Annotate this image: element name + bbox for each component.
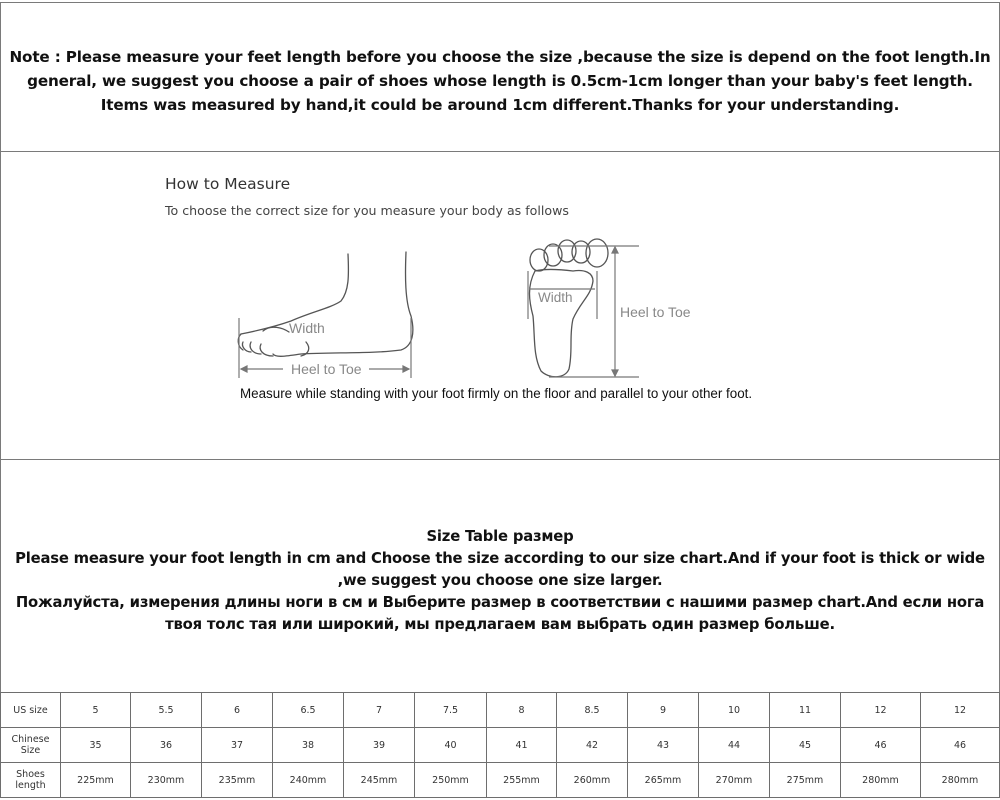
size-instruction-russian: Пожалуйста, измерения длины ноги в см и Выберите размер в соответствии с нашими размер chart.And если нога твоя толс тая или широкий, мы предлагаем вам выбрать один размер больше.: [15, 594, 985, 633]
table-cell: 8.5: [557, 693, 628, 728]
table-cell: 38: [273, 728, 344, 763]
side-heel-to-toe-label: Heel to Toe: [291, 361, 362, 377]
table-cell: 270mm: [699, 763, 770, 798]
table-cell: 36: [131, 728, 202, 763]
table-cell: 7.5: [415, 693, 487, 728]
table-cell: 7: [344, 693, 415, 728]
table-cell: 250mm: [415, 763, 487, 798]
size-table: [0, 692, 1000, 798]
table-cell: 46: [921, 728, 1000, 763]
shoes-length-row: [1, 763, 1000, 798]
table-cell: 39: [344, 728, 415, 763]
chinese-size-row: [1, 728, 1000, 763]
table-cell: 230mm: [131, 763, 202, 798]
side-width-label: Width: [289, 320, 325, 336]
table-cell: 255mm: [487, 763, 557, 798]
table-cell: 275mm: [770, 763, 841, 798]
table-cell: 40: [415, 728, 487, 763]
table-cell: 5: [61, 693, 131, 728]
table-cell: 11: [770, 693, 841, 728]
table-cell: 44: [699, 728, 770, 763]
table-cell: 10: [699, 693, 770, 728]
table-cell: 5.5: [131, 693, 202, 728]
note-section: [0, 2, 1000, 152]
table-cell: 8: [487, 693, 557, 728]
top-width-label: Width: [538, 290, 573, 305]
table-cell: 43: [628, 728, 699, 763]
us-size-row: [1, 693, 1000, 728]
table-cell: 245mm: [344, 763, 415, 798]
row-header: US size: [1, 693, 61, 728]
table-cell: 240mm: [273, 763, 344, 798]
size-table-heading: Size Table размер: [426, 528, 574, 545]
size-table-section: [0, 460, 1000, 692]
table-cell: 12: [841, 693, 921, 728]
note-text: Note : Please measure your feet length before you choose the size ,because the size is depend on the foot length.In general, we suggest you choose a pair of shoes whose length is 0.5cm-1cm longer than your baby's feet length. Items was measured by hand,it could be around 1cm different.Thanks for your understanding.: [9, 48, 991, 114]
table-cell: 265mm: [628, 763, 699, 798]
table-cell: 35: [61, 728, 131, 763]
top-heel-to-toe-label: Heel to Toe: [620, 304, 691, 320]
row-header: Shoes length: [1, 763, 61, 798]
how-to-measure-subtitle: To choose the correct size for you measure your body as follows: [165, 203, 569, 218]
table-cell: 260mm: [557, 763, 628, 798]
table-cell: 6: [202, 693, 273, 728]
how-to-measure-title: How to Measure: [165, 175, 291, 193]
table-cell: 46: [841, 728, 921, 763]
table-cell: 225mm: [61, 763, 131, 798]
table-cell: 41: [487, 728, 557, 763]
how-to-measure-section: [0, 151, 1000, 460]
table-cell: 280mm: [921, 763, 1000, 798]
table-cell: 37: [202, 728, 273, 763]
table-cell: 280mm: [841, 763, 921, 798]
table-cell: 42: [557, 728, 628, 763]
table-cell: 235mm: [202, 763, 273, 798]
table-cell: 12: [921, 693, 1000, 728]
table-cell: 45: [770, 728, 841, 763]
table-cell: 9: [628, 693, 699, 728]
row-header: Chinese Size: [1, 728, 61, 763]
table-cell: 6.5: [273, 693, 344, 728]
size-instruction-english: Please measure your foot length in cm and Choose the size according to our size chart.And if your foot is thick or wide ,we suggest you choose one size larger.: [15, 550, 985, 589]
size-table-instructions: [3, 526, 997, 636]
measure-caption: Measure while standing with your foot firmly on the floor and parallel to your other foot.: [240, 386, 753, 401]
